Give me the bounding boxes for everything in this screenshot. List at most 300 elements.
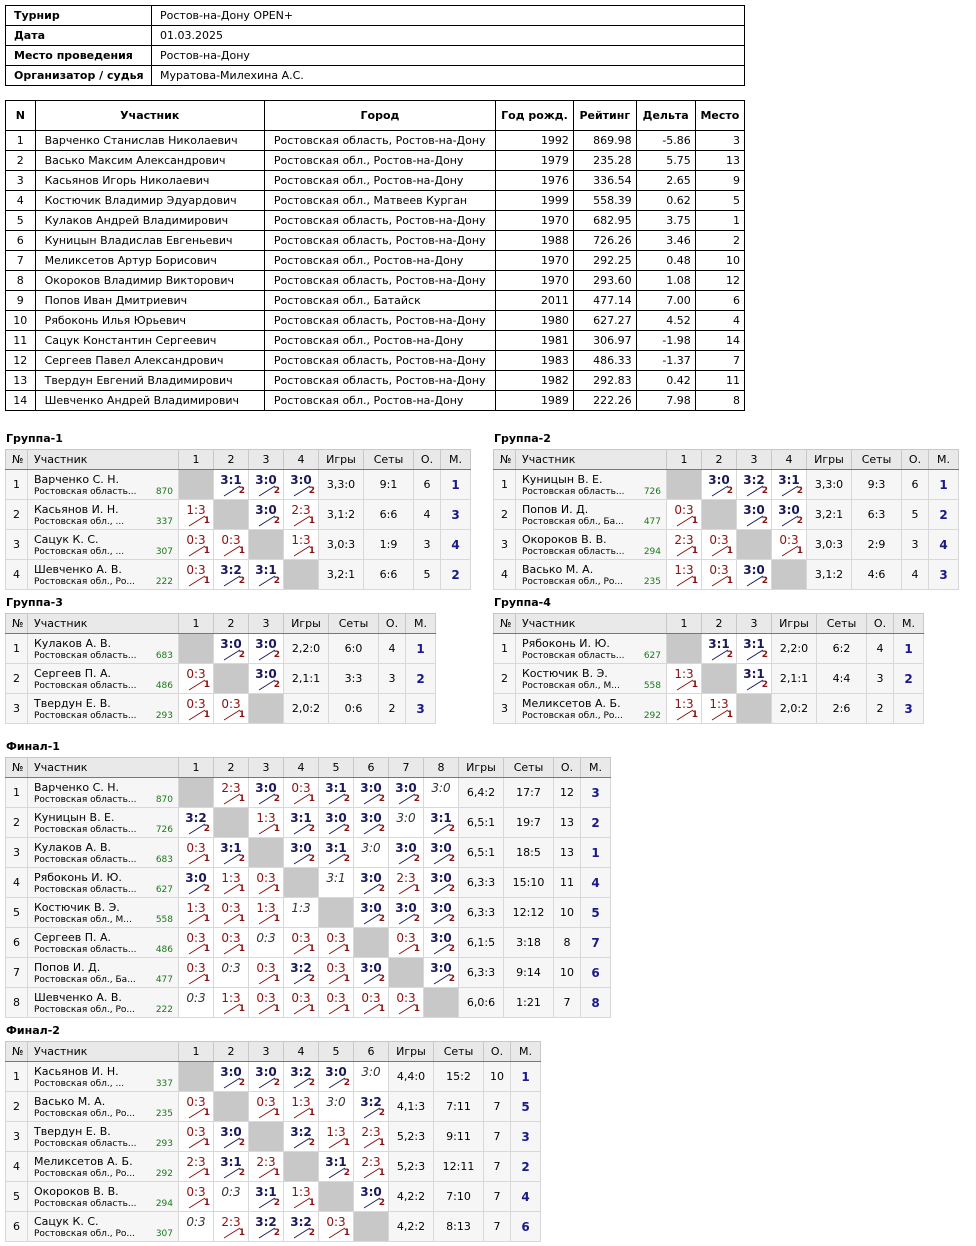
player-name: Шевченко А. В. xyxy=(34,991,122,1004)
match-score xyxy=(284,778,319,808)
match-points: 1 xyxy=(343,1138,350,1148)
col-opponent: 3 xyxy=(737,614,772,634)
match-score xyxy=(284,1122,319,1152)
sets-value: 15:10 xyxy=(504,868,554,898)
participant-cell: 14 xyxy=(6,391,36,411)
col-opponent: 2 xyxy=(702,450,737,470)
sets-value: 1:21 xyxy=(504,988,554,1018)
points-value: 4 xyxy=(414,500,441,530)
player-rating: 292 xyxy=(643,711,661,721)
score-value: 3:0 xyxy=(395,901,417,915)
match-points: 2 xyxy=(343,854,350,864)
participant-cell: 726.26 xyxy=(573,231,636,251)
sets-value: 2:6 xyxy=(817,694,867,724)
player-name: Касьянов И. Н. xyxy=(34,503,119,516)
match-score xyxy=(214,530,249,560)
score-value: 2:3 xyxy=(361,1125,381,1139)
player-city: Ростовская область... xyxy=(34,651,137,661)
match-points: 1 xyxy=(343,944,350,954)
score-value: 3:0 xyxy=(255,1065,277,1079)
col-sets: Сеты xyxy=(364,450,414,470)
player-rating: 307 xyxy=(155,1229,173,1239)
match-points: 1 xyxy=(413,884,420,894)
match-points: 1 xyxy=(273,824,280,834)
match-score xyxy=(319,838,354,868)
place-value: 1 xyxy=(511,1062,541,1092)
match-score xyxy=(737,470,772,500)
participant-cell: Ростовская область, Ростов-на-Дону xyxy=(264,131,495,151)
col-sets: Сеты xyxy=(329,614,379,634)
match-score xyxy=(249,898,284,928)
match-score xyxy=(737,634,772,664)
group-row xyxy=(494,560,959,590)
match-points: 1 xyxy=(308,794,315,804)
self-cell xyxy=(179,778,214,808)
games-value: 6,3:3 xyxy=(459,868,504,898)
match-score xyxy=(354,898,389,928)
match-score xyxy=(179,1182,214,1212)
score-value: 0:3 xyxy=(186,533,206,547)
col-no: № xyxy=(494,450,516,470)
participant-cell: 869.98 xyxy=(573,131,636,151)
player-number: 3 xyxy=(6,530,28,560)
col-opponent: 3 xyxy=(737,450,772,470)
player-name: Меликсетов А. Б. xyxy=(34,1155,133,1168)
player-rating: 292 xyxy=(155,1169,173,1179)
score-value: 3:2 xyxy=(743,473,765,487)
group-row xyxy=(6,958,611,988)
match-score xyxy=(702,694,737,724)
match-score xyxy=(354,958,389,988)
participant-cell: 12 xyxy=(695,271,744,291)
score-value: 0:3 xyxy=(256,871,276,885)
match-points: 1 xyxy=(273,884,280,894)
sets-value: 3:18 xyxy=(504,928,554,958)
player-city: Ростовская обл., Ро... xyxy=(34,1229,136,1239)
group-row xyxy=(6,1092,541,1122)
player-cell xyxy=(28,838,179,868)
games-value: 6,4:2 xyxy=(459,778,504,808)
points-value: 7 xyxy=(554,988,581,1018)
player-rating: 293 xyxy=(155,1139,173,1149)
col-points: О. xyxy=(379,614,406,634)
match-score xyxy=(667,500,702,530)
participant-cell: Ростовская обл., Ростов-на-Дону xyxy=(264,331,495,351)
match-points: 1 xyxy=(273,974,280,984)
col-sets: Сеты xyxy=(852,450,902,470)
player-rating: 558 xyxy=(155,915,173,925)
match-points: 1 xyxy=(691,516,698,526)
match-points: 2 xyxy=(448,884,455,894)
participant-cell: 558.39 xyxy=(573,191,636,211)
games-value: 2,0:2 xyxy=(284,694,329,724)
games-value: 4,1:3 xyxy=(389,1092,434,1122)
match-points: 1 xyxy=(308,1108,315,1118)
player-city: Ростовская обл., ... xyxy=(34,1079,125,1089)
score-value: 3:0 xyxy=(430,961,452,975)
participants-header-cell: Дельта xyxy=(636,101,695,131)
games-value: 2,2:0 xyxy=(284,634,329,664)
match-points: 2 xyxy=(413,854,420,864)
participant-cell: 1989 xyxy=(496,391,574,411)
match-points: 1 xyxy=(273,1004,280,1014)
info-key: Дата xyxy=(6,26,152,46)
participant-cell: Шевченко Андрей Владимирович xyxy=(35,391,264,411)
score-value: 1:3 xyxy=(291,1185,311,1199)
player-name: Окороков В. В. xyxy=(522,533,607,546)
sets-value: 4:6 xyxy=(852,560,902,590)
player-name: Васько М. А. xyxy=(34,1095,106,1108)
points-value: 3 xyxy=(379,664,406,694)
group-title: Финал-1 xyxy=(6,740,60,753)
score-value: 0:3 xyxy=(291,991,311,1005)
player-cell xyxy=(28,988,179,1018)
score-value: 0:3 xyxy=(186,961,206,975)
self-cell xyxy=(214,500,249,530)
col-place: М. xyxy=(581,758,611,778)
score-value: 3:0 xyxy=(743,503,765,517)
player-cell xyxy=(516,500,667,530)
player-name: Куницын В. Е. xyxy=(34,811,115,824)
info-row xyxy=(6,66,745,86)
player-city: Ростовская обл., Ро... xyxy=(34,1109,136,1119)
match-points: 2 xyxy=(448,944,455,954)
player-number: 3 xyxy=(494,530,516,560)
group-header-row xyxy=(494,450,959,470)
games-value: 3,1:2 xyxy=(807,560,852,590)
score-value: 1:3 xyxy=(674,667,694,681)
participant-cell: Ростовская обл., Ростов-на-Дону xyxy=(264,151,495,171)
col-opponent: 2 xyxy=(214,450,249,470)
participant-cell: Варченко Станислав Николаевич xyxy=(35,131,264,151)
player-number: 2 xyxy=(6,808,28,838)
score-value: 0:3 xyxy=(186,931,206,945)
match-score xyxy=(319,868,354,898)
self-cell xyxy=(249,1122,284,1152)
self-cell xyxy=(702,664,737,694)
group-row xyxy=(6,1152,541,1182)
match-points: 1 xyxy=(308,1198,315,1208)
group-row xyxy=(494,500,959,530)
player-number: 7 xyxy=(6,958,28,988)
participant-cell: 10 xyxy=(695,251,744,271)
participant-cell: 3 xyxy=(695,131,744,151)
player-city: Ростовская обл., М... xyxy=(522,681,620,691)
player-city: Ростовская область... xyxy=(34,1199,137,1209)
participant-cell: Ростовская обл., Батайск xyxy=(264,291,495,311)
games-value: 4,4:0 xyxy=(389,1062,434,1092)
player-number: 3 xyxy=(6,1122,28,1152)
player-cell xyxy=(28,470,179,500)
match-score xyxy=(214,868,249,898)
points-value: 3 xyxy=(867,664,894,694)
self-cell xyxy=(354,928,389,958)
group-row xyxy=(6,694,436,724)
sets-value: 3:3 xyxy=(329,664,379,694)
participant-row xyxy=(6,171,745,191)
col-opponent: 2 xyxy=(214,614,249,634)
match-score xyxy=(179,988,214,1018)
points-value: 6 xyxy=(902,470,929,500)
match-score xyxy=(214,958,249,988)
games-value: 3,0:3 xyxy=(807,530,852,560)
participant-cell: 7 xyxy=(6,251,36,271)
participant-row xyxy=(6,271,745,291)
match-score xyxy=(214,470,249,500)
points-value: 4 xyxy=(379,634,406,664)
player-city: Ростовская область... xyxy=(522,547,625,557)
player-number: 8 xyxy=(6,988,28,1018)
score-value: 0:3 xyxy=(256,961,276,975)
col-opponent: 4 xyxy=(284,758,319,778)
score-value: 0:3 xyxy=(186,991,206,1005)
score-value: 3:2 xyxy=(255,1215,277,1229)
score-value: 3:0 xyxy=(360,1185,382,1199)
match-score xyxy=(249,778,284,808)
group-title: Финал-2 xyxy=(6,1024,60,1037)
col-player: Участник xyxy=(516,450,667,470)
match-points: 2 xyxy=(308,1228,315,1238)
tournament-info-table xyxy=(5,5,745,86)
player-name: Попов И. Д. xyxy=(522,503,589,516)
player-city: Ростовская область... xyxy=(34,825,137,835)
player-city: Ростовская обл., Ба... xyxy=(34,975,136,985)
score-value: 3:0 xyxy=(220,1065,242,1079)
score-value: 3:0 xyxy=(220,1125,242,1139)
match-score xyxy=(249,868,284,898)
match-points: 2 xyxy=(378,1108,385,1118)
self-cell xyxy=(702,500,737,530)
player-name: Рябоконь И. Ю. xyxy=(34,871,122,884)
sets-value: 4:4 xyxy=(817,664,867,694)
place-value: 4 xyxy=(581,868,611,898)
points-value: 10 xyxy=(484,1062,511,1092)
match-score xyxy=(354,1122,389,1152)
match-points: 2 xyxy=(726,486,733,496)
place-value: 2 xyxy=(894,664,924,694)
match-score xyxy=(772,530,807,560)
score-value: 0:3 xyxy=(291,781,311,795)
participant-cell: Сацук Константин Сергеевич xyxy=(35,331,264,351)
match-score xyxy=(284,1092,319,1122)
match-points: 1 xyxy=(273,1168,280,1178)
match-score xyxy=(354,868,389,898)
match-points: 1 xyxy=(203,944,210,954)
match-score xyxy=(249,808,284,838)
participant-cell: 2011 xyxy=(496,291,574,311)
match-score xyxy=(179,1122,214,1152)
participant-cell: 235.28 xyxy=(573,151,636,171)
player-rating: 235 xyxy=(155,1109,173,1119)
score-value: 0:3 xyxy=(186,697,206,711)
match-points: 2 xyxy=(308,1078,315,1088)
points-value: 7 xyxy=(484,1152,511,1182)
match-points: 2 xyxy=(238,486,245,496)
match-points: 1 xyxy=(238,710,245,720)
match-score xyxy=(214,988,249,1018)
match-score xyxy=(389,868,424,898)
match-points: 2 xyxy=(448,974,455,984)
player-rating: 222 xyxy=(155,577,173,587)
participant-row xyxy=(6,211,745,231)
score-value: 0:3 xyxy=(361,991,381,1005)
match-points: 2 xyxy=(273,516,280,526)
player-number: 4 xyxy=(494,560,516,590)
match-points: 1 xyxy=(726,710,733,720)
player-cell xyxy=(28,778,179,808)
col-games: Игры xyxy=(389,1042,434,1062)
self-cell xyxy=(214,808,249,838)
player-name: Кулаков А. В. xyxy=(34,637,112,650)
score-value: 3:0 xyxy=(430,841,452,855)
score-value: 1:3 xyxy=(221,991,241,1005)
col-sets: Сеты xyxy=(434,1042,484,1062)
match-score xyxy=(319,1212,354,1242)
match-points: 1 xyxy=(203,1108,210,1118)
score-value: 0:3 xyxy=(256,931,276,945)
col-games: Игры xyxy=(459,758,504,778)
participant-cell: Ростовская область, Ростов-на-Дону xyxy=(264,351,495,371)
player-name: Рябоконь И. Ю. xyxy=(522,637,610,650)
info-key: Организатор / судья xyxy=(6,66,152,86)
participant-row xyxy=(6,151,745,171)
participant-row xyxy=(6,251,745,271)
group-title: Группа-2 xyxy=(494,432,551,445)
match-score xyxy=(354,778,389,808)
match-score xyxy=(179,1152,214,1182)
games-value: 5,2:3 xyxy=(389,1122,434,1152)
self-cell xyxy=(179,634,214,664)
match-score xyxy=(284,1062,319,1092)
score-value: 3:0 xyxy=(361,1065,381,1079)
col-no: № xyxy=(6,758,28,778)
player-name: Васько М. А. xyxy=(522,563,594,576)
col-opponent: 3 xyxy=(249,758,284,778)
match-score xyxy=(179,1092,214,1122)
col-place: М. xyxy=(894,614,924,634)
participant-cell: 1 xyxy=(695,211,744,231)
col-sets: Сеты xyxy=(504,758,554,778)
score-value: 1:3 xyxy=(709,697,729,711)
match-points: 1 xyxy=(308,516,315,526)
score-value: 0:3 xyxy=(186,1125,206,1139)
games-value: 6,3:3 xyxy=(459,958,504,988)
score-value: 1:3 xyxy=(256,901,276,915)
col-opponent: 4 xyxy=(284,1042,319,1062)
match-points: 2 xyxy=(761,650,768,660)
player-number: 1 xyxy=(6,778,28,808)
player-cell xyxy=(516,634,667,664)
participant-cell: 0.42 xyxy=(636,371,695,391)
participant-cell: -1.98 xyxy=(636,331,695,351)
participant-cell: Васько Максим Александрович xyxy=(35,151,264,171)
player-cell xyxy=(28,1152,179,1182)
col-opponent: 7 xyxy=(389,758,424,778)
participants-header-cell: Рейтинг xyxy=(573,101,636,131)
match-points: 2 xyxy=(308,854,315,864)
participant-cell: Ростовская обл., Ростов-на-Дону xyxy=(264,171,495,191)
player-cell xyxy=(516,560,667,590)
match-score xyxy=(284,928,319,958)
group-title: Группа-4 xyxy=(494,596,551,609)
sets-value: 0:6 xyxy=(329,694,379,724)
points-value: 5 xyxy=(414,560,441,590)
score-value: 0:3 xyxy=(291,931,311,945)
sets-value: 17:7 xyxy=(504,778,554,808)
score-value: 0:3 xyxy=(396,991,416,1005)
score-value: 3:0 xyxy=(255,473,277,487)
match-score xyxy=(249,1182,284,1212)
player-rating: 683 xyxy=(155,651,173,661)
score-value: 2:3 xyxy=(256,1155,276,1169)
col-player: Участник xyxy=(28,450,179,470)
match-points: 2 xyxy=(273,1078,280,1088)
participant-cell: 1970 xyxy=(496,211,574,231)
self-cell xyxy=(284,868,319,898)
match-score xyxy=(424,868,459,898)
participant-cell: 627.27 xyxy=(573,311,636,331)
sets-value: 12:11 xyxy=(434,1152,484,1182)
match-score xyxy=(214,928,249,958)
score-value: 3:1 xyxy=(325,781,347,795)
match-score xyxy=(179,1212,214,1242)
participant-cell: 1981 xyxy=(496,331,574,351)
col-place: М. xyxy=(406,614,436,634)
player-city: Ростовская обл., Ро... xyxy=(34,1169,136,1179)
sets-value: 7:10 xyxy=(434,1182,484,1212)
score-value: 3:0 xyxy=(743,563,765,577)
score-value: 0:3 xyxy=(186,1185,206,1199)
self-cell xyxy=(179,1062,214,1092)
games-value: 6,5:1 xyxy=(459,808,504,838)
participant-cell: 1999 xyxy=(496,191,574,211)
match-score xyxy=(319,1122,354,1152)
score-value: 3:1 xyxy=(220,473,242,487)
place-value: 4 xyxy=(511,1182,541,1212)
participant-row xyxy=(6,231,745,251)
self-cell xyxy=(667,470,702,500)
games-value: 3,1:2 xyxy=(319,500,364,530)
score-value: 1:3 xyxy=(221,871,241,885)
match-score xyxy=(389,898,424,928)
player-name: Варченко С. Н. xyxy=(34,473,120,486)
match-score xyxy=(179,694,214,724)
match-score xyxy=(179,664,214,694)
participant-cell: 4 xyxy=(695,311,744,331)
player-rating: 627 xyxy=(643,651,661,661)
score-value: 3:2 xyxy=(290,1215,312,1229)
match-score xyxy=(179,500,214,530)
participant-cell: 293.60 xyxy=(573,271,636,291)
group-header-row xyxy=(6,1042,541,1062)
col-opponent: 2 xyxy=(214,1042,249,1062)
score-value: 0:3 xyxy=(326,1215,346,1229)
match-score xyxy=(214,694,249,724)
points-value: 7 xyxy=(484,1092,511,1122)
self-cell xyxy=(737,694,772,724)
match-points: 2 xyxy=(273,1198,280,1208)
games-value: 4,2:2 xyxy=(389,1182,434,1212)
match-score xyxy=(249,664,284,694)
match-points: 1 xyxy=(273,1108,280,1118)
player-name: Куницын В. Е. xyxy=(522,473,603,486)
participant-cell: 9 xyxy=(695,171,744,191)
player-number: 2 xyxy=(6,1092,28,1122)
participants-header-cell: Место xyxy=(695,101,744,131)
match-points: 1 xyxy=(203,576,210,586)
score-value: 3:1 xyxy=(430,811,452,825)
player-cell xyxy=(28,928,179,958)
